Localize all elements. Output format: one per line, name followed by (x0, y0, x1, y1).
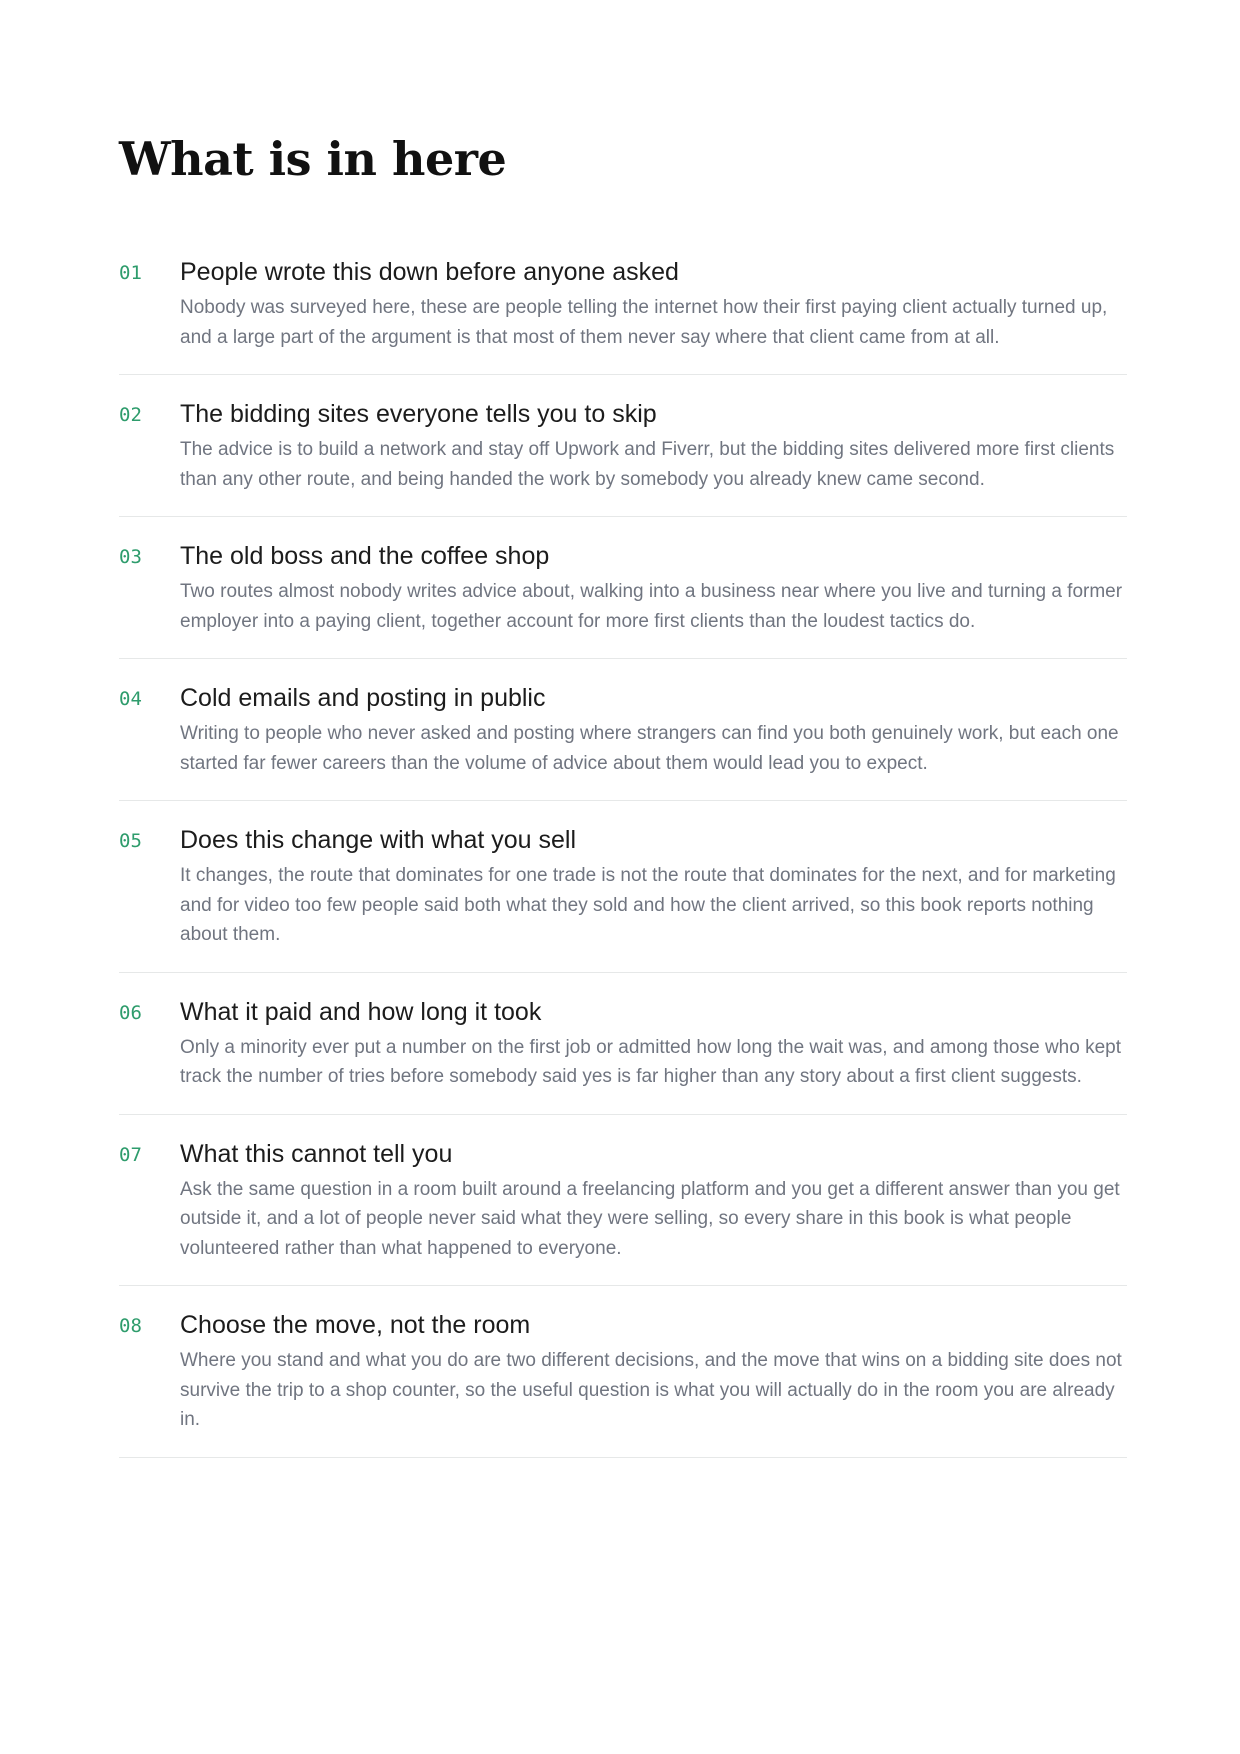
entry-title: Cold emails and posting in public (180, 684, 546, 712)
entry-number: 04 (119, 688, 142, 710)
entry-title: People wrote this down before anyone asked (180, 258, 679, 286)
entry-description: Writing to people who never asked and posting where strangers can find you both genuinely work, but each one started far fewer careers than the volume of advice about them would lead you to expect. (180, 723, 1119, 774)
entry-description: Where you stand and what you do are two different decisions, and the move that wins on a bidding site does not survive the trip to a shop counter, so the useful question is what you will actually do in the room you are already in. (180, 1350, 1122, 1430)
contents-list (119, 256, 1127, 1481)
entry-title: Does this change with what you sell (180, 826, 577, 854)
contents-entry (119, 398, 1127, 517)
entry-number: 03 (119, 546, 142, 568)
entry-number: 05 (119, 830, 142, 852)
entry-description: Only a minority ever put a number on the first job or admitted how long the wait was, and among those who kept track the number of tries before somebody said yes is far higher than any story about a first client suggests. (180, 1036, 1122, 1087)
contents-entry (119, 256, 1127, 375)
entry-description: Ask the same question in a room built around a freelancing platform and you get a different answer than you get outside it, and a lot of people never said what they were selling, so every share in this book is what people volunteered rather than what happened to everyone. (180, 1178, 1120, 1259)
entry-title: What this cannot tell you (180, 1139, 453, 1168)
entry-description: The advice is to build a network and stay off Upwork and Fiverr, but the bidding sites delivered more first clients than any other route, and being handed the work by somebody you already knew came second. (180, 439, 1115, 490)
entry-description: It changes, the route that dominates for one trade is not the route that dominates for the next, and for marketing and for video too few people said both what they sold and how the client arrived, so this book reports nothing about them. (180, 865, 1116, 945)
entry-number: 06 (119, 1001, 142, 1024)
entry-number: 01 (119, 262, 142, 284)
contents-entry (119, 682, 1127, 801)
entry-number: 07 (119, 1143, 142, 1166)
contents-entry (119, 1309, 1127, 1458)
entry-number: 08 (119, 1315, 142, 1337)
entry-title: The old boss and the coffee shop (180, 542, 550, 570)
entry-number: 02 (119, 404, 142, 426)
entry-description: Two routes almost nobody writes advice about, walking into a business near where you live and turning a former employer into a paying client, together account for more first clients than the loudest tactics do. (180, 581, 1123, 632)
entry-description: Nobody was surveyed here, these are people telling the internet how their first paying client actually turned up, and a large part of the argument is that most of them never say where that client came from at all. (180, 297, 1108, 348)
page-title: What is in here (119, 132, 507, 186)
entry-title: Choose the move, not the room (180, 1311, 531, 1339)
contents-entry (119, 540, 1127, 659)
entry-title: What it paid and how long it took (180, 997, 542, 1026)
contents-entry (119, 824, 1127, 973)
entry-title: The bidding sites everyone tells you to skip (180, 400, 657, 428)
contents-entry (119, 1138, 1127, 1287)
contents-entry (119, 996, 1127, 1115)
